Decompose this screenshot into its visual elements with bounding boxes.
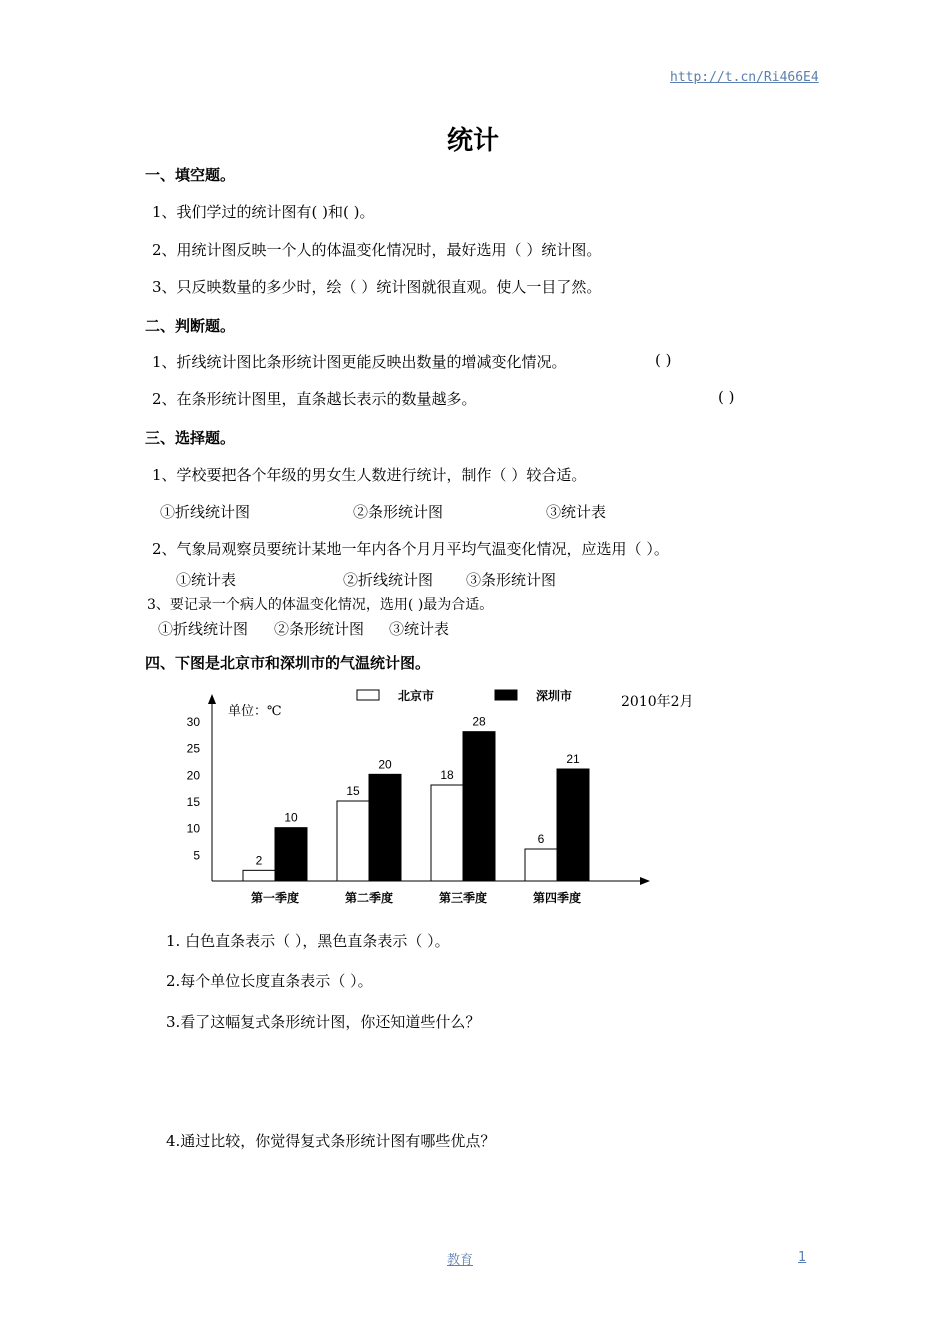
bar-shenzhen <box>557 769 589 881</box>
section2-question-2-paren: ( ) <box>718 388 735 406</box>
section3-q2-option-3: ③条形统计图 <box>466 571 557 589</box>
y-tick-label: 5 <box>193 848 200 863</box>
bar-shenzhen <box>463 732 495 881</box>
section3-q1-option-1: ①折线统计图 <box>160 503 251 521</box>
page-title: 统计 <box>447 126 500 156</box>
section3-question-3: 3、要记录一个病人的体温变化情况，选用( )最为合适。 <box>147 597 494 613</box>
section3-q2-option-2: ②折线统计图 <box>343 571 434 589</box>
header-link[interactable]: http://t.cn/Ri466E4 <box>670 70 819 85</box>
data-label: 18 <box>440 768 454 782</box>
x-tick-label: 第三季度 <box>438 891 488 905</box>
footer-link[interactable]: 教育 <box>447 1253 474 1268</box>
bar-beijing <box>337 801 369 881</box>
data-label: 15 <box>346 784 360 798</box>
bar-beijing <box>525 849 557 881</box>
section3-q1-option-3: ③统计表 <box>546 503 607 521</box>
y-tick-label: 10 <box>186 821 200 836</box>
legend-label-beijing: 北京市 <box>398 689 435 703</box>
data-label: 21 <box>566 752 580 766</box>
x-tick-label: 第四季度 <box>532 891 582 905</box>
data-label: 20 <box>378 757 392 772</box>
section3-q2-option-1: ①统计表 <box>176 571 237 589</box>
bar-beijing <box>243 870 275 881</box>
bar-beijing <box>431 785 463 881</box>
section4-question-1: 1. 白色直条表示（ ），黑色直条表示（ ）。 <box>166 932 450 950</box>
section3-heading: 三、选择题。 <box>145 429 236 447</box>
bar-shenzhen <box>369 774 401 881</box>
section4-question-4: 4.通过比较，你觉得复式条形统计图有哪些优点？ <box>166 1132 496 1150</box>
data-label: 6 <box>537 832 545 846</box>
section1-heading: 一、填空题。 <box>145 166 236 184</box>
section2-question-2: 2、在条形统计图里，直条越长表示的数量越多。 <box>152 390 477 408</box>
section2-question-1: 1、折线统计图比条形统计图更能反映出数量的增减变化情况。 <box>152 353 567 371</box>
section4-heading: 四、下图是北京市和深圳市的气温统计图。 <box>145 654 431 672</box>
unit-label: 单位：℃ <box>228 704 282 719</box>
section3-q1-option-2: ②条形统计图 <box>353 503 444 521</box>
x-tick-label: 第一季度 <box>250 891 300 905</box>
section4-question-2: 2.每个单位长度直条表示（ ）。 <box>166 972 373 990</box>
x-tick-label: 第二季度 <box>344 891 394 905</box>
section3-question-2: 2、气象局观察员要统计某地一年内各个月月平均气温变化情况，应选用（ ）。 <box>152 540 669 558</box>
legend-label-shenzhen: 深圳市 <box>536 689 573 703</box>
section4-question-3: 3.看了这幅复式条形统计图，你还知道些什么？ <box>166 1013 481 1031</box>
section1-question-1: 1、我们学过的统计图有( )和( )。 <box>152 203 375 221</box>
y-tick-label: 25 <box>186 741 200 756</box>
section3-q3-option-1: ①折线统计图 <box>158 620 249 638</box>
date-label: 2010年2月 <box>621 694 694 710</box>
legend-swatch-beijing <box>357 690 379 700</box>
section2-heading: 二、判断题。 <box>145 317 236 335</box>
data-label: 2 <box>255 853 263 868</box>
data-label: 28 <box>472 714 486 729</box>
y-tick-label: 30 <box>186 715 200 729</box>
y-tick-label: 15 <box>186 795 200 809</box>
legend-swatch-shenzhen <box>495 690 517 700</box>
section1-question-3: 3、只反映数量的多少时，绘（ ）统计图就很直观。使人一目了然。 <box>152 278 602 296</box>
section1-question-2: 2、用统计图反映一个人的体温变化情况时，最好选用（ ）统计图。 <box>152 241 602 259</box>
section2-question-1-paren: ( ) <box>655 351 672 369</box>
x-axis-arrow <box>640 877 650 885</box>
bar-shenzhen <box>275 828 307 881</box>
section3-q3-option-2: ②条形统计图 <box>274 620 365 638</box>
section3-question-1: 1、学校要把各个年级的男女生人数进行统计，制作（ ）较合适。 <box>152 466 587 484</box>
data-label: 10 <box>284 810 298 825</box>
page-number: 1 <box>798 1250 807 1265</box>
section3-q3-option-3: ③统计表 <box>389 620 450 638</box>
y-tick-label: 20 <box>186 768 200 783</box>
y-axis-arrow <box>208 694 216 704</box>
